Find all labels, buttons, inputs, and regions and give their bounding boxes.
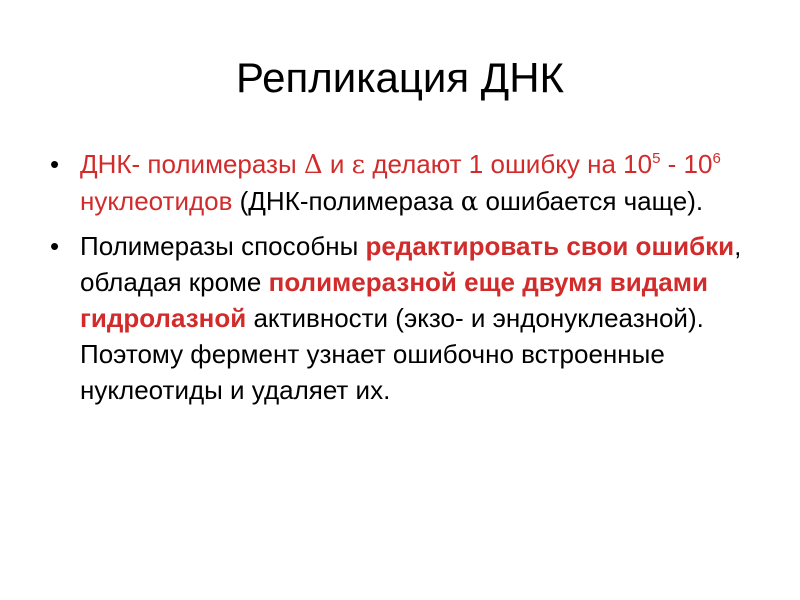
- slide-title: Репликация ДНК: [235, 54, 565, 101]
- bullet-text-segment: Полимеразы способны: [80, 231, 366, 261]
- bullet-text-segment: 6: [712, 150, 721, 167]
- bullet-text-segment: и: [322, 149, 352, 179]
- bullet-text-segment: α: [460, 187, 479, 217]
- bullet-text-segment: нуклеотидов: [80, 186, 233, 216]
- bullet-text-segment: , обладая кроме: [80, 231, 742, 297]
- bullet-text-segment: (ДНК-полимераза: [232, 186, 461, 216]
- bullet-text-segment: 5: [652, 150, 661, 167]
- bullet-text-segment: ε: [351, 150, 366, 180]
- bullet-dot-icon: •: [50, 231, 60, 261]
- bullet-text-segment: ошибается чаще).: [478, 186, 704, 216]
- bullet-dot-icon: •: [50, 149, 60, 179]
- bullet-text-segment: Δ: [303, 150, 323, 180]
- bullet-text-segment: активности (экзо- и эндонуклеазной). Поэтому фермент узнает ошибочно встроенные нуклеотиды и удаляет их.: [80, 303, 704, 405]
- bullet-text-segment: - 10: [660, 149, 713, 179]
- bullet-list: [50, 146, 750, 416]
- bullet-text-segment: делают 1 ошибку на 10: [365, 149, 653, 179]
- bullet-item: [50, 228, 750, 408]
- bullet-text-segment: полимеразной еще двумя видами гидролазной: [80, 267, 708, 333]
- bullet-text-segment: ДНК- полимеразы: [80, 149, 304, 179]
- bullet-text-segment: редактировать свои ошибки: [365, 231, 735, 261]
- bullet-item: [50, 146, 750, 220]
